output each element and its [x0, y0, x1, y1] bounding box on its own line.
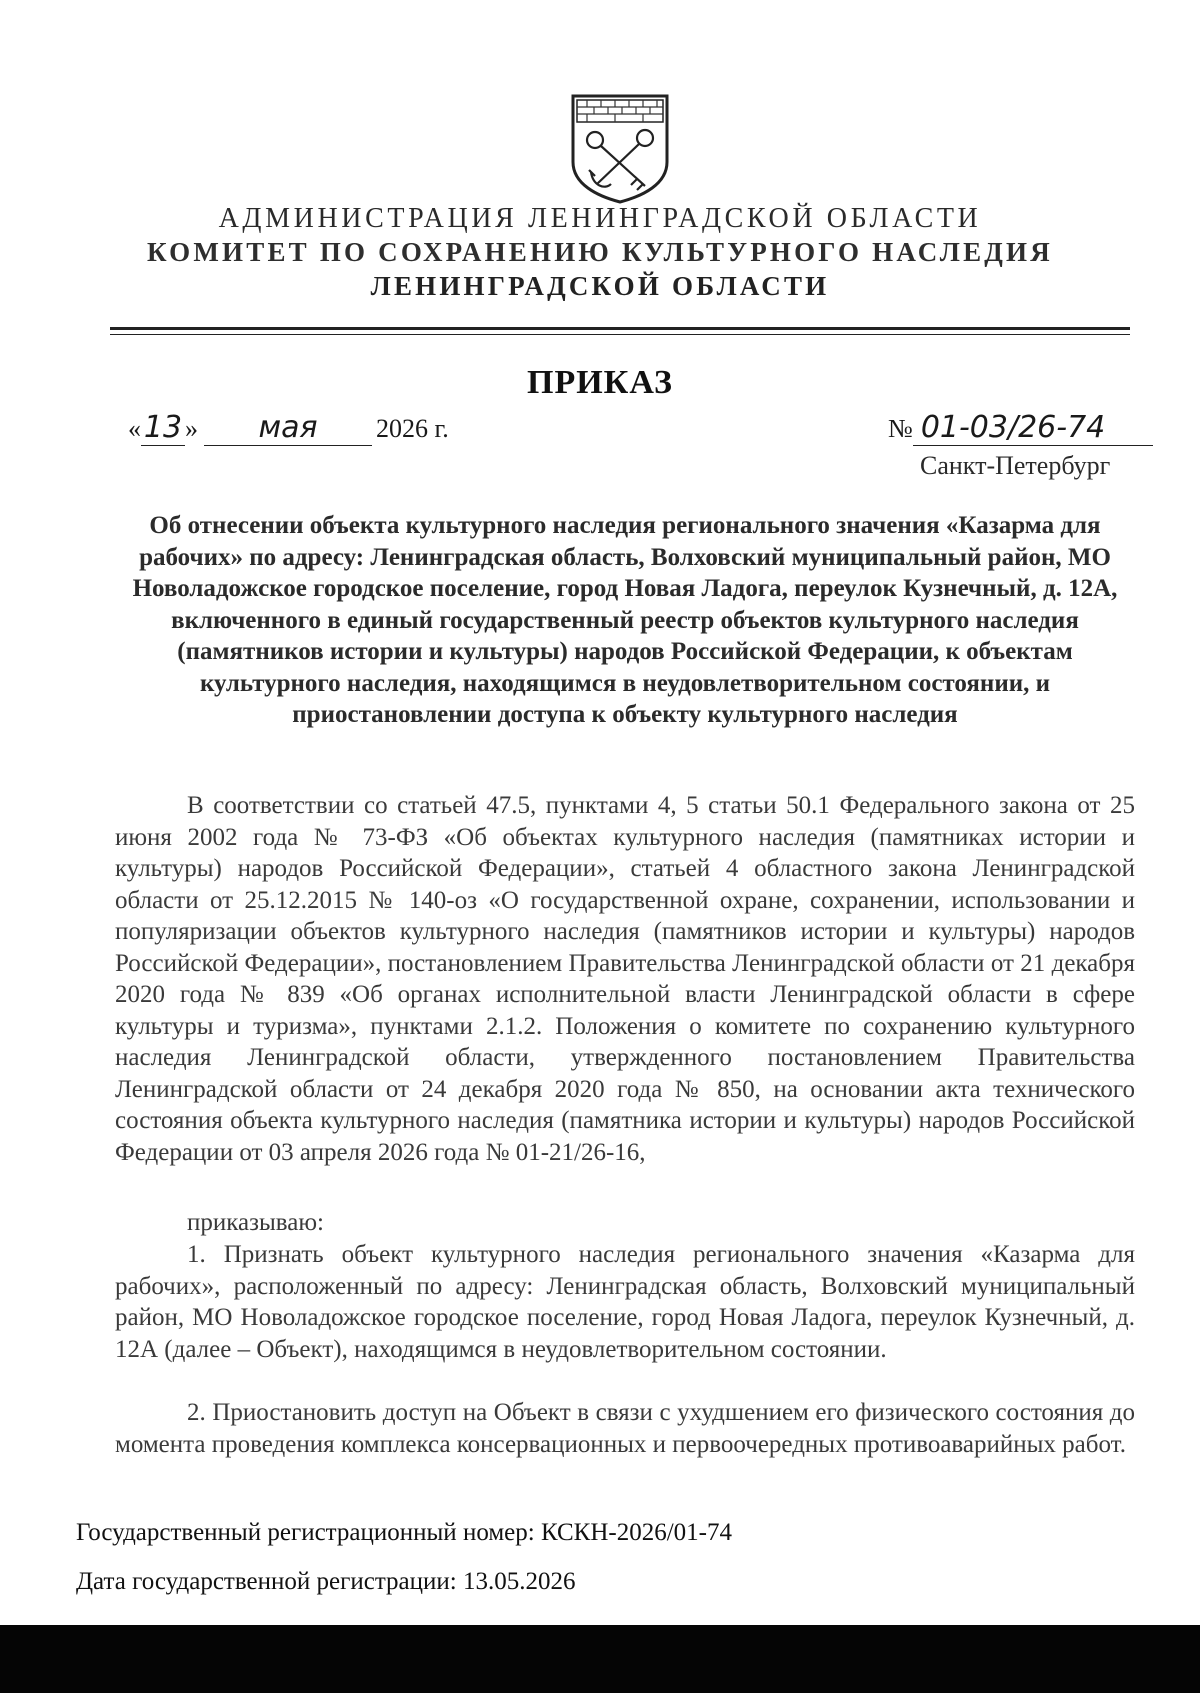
- order-number: [888, 410, 1153, 446]
- committee-name: КОМИТЕТ ПО СОХРАНЕНИЮ КУЛЬТУРНОГО НАСЛЕДИЯ: [147, 237, 1053, 267]
- header-divider: [110, 327, 1130, 330]
- order-subject: Об отнесении объекта культурного наследия регионального значения «Казарма для рабочих» по адресу: Ленинградская область, Волховский муниципальный район, МО Новоладожское городское поселение, город Новая Ладога, переулок Кузнечный, д. 12А, включенного в единый государственный реестр объектов культурного наследия (памятников истории и культуры) народов Российской Федерации, к объектам культурного наследия, находящимся в неудовлетворительном состоянии, и приостановлении доступа к объекту культурного наследия: [132, 512, 1118, 728]
- date-year: 2026 г.: [376, 414, 449, 443]
- registration-date: Дата государственной регистрации: 13.05.2026: [76, 1568, 576, 1595]
- date-quote-close: »: [185, 414, 198, 443]
- registration-number: Государственный регистрационный номер: КСКН-2026/01-74: [76, 1519, 733, 1546]
- order-number-value: 01-03/26-74: [913, 410, 1153, 446]
- document-title: ПРИКАЗ: [527, 364, 673, 401]
- preamble-paragraph: В соответствии со статьей 47.5, пунктами 4, 5 статьи 50.1 Федерального закона от 25 июня 2002 года № 73-ФЗ «Об объектах культурного наследия (памятниках истории и культуры) народов Российской Федерации», статьей 4 областного закона Ленинградской области от 25.12.2015 № 140-оз «О государственной охране, сохранении, использовании и популяризации объектов культурного наследия (памятников истории и культуры) народов Российской Федерации», постановлением Правительства Ленинградской области от 21 декабря 2020 года № 839 «Об органах исполнительной власти Ленинградской области в сфере культуры и туризма», пунктами 2.1.2. Положения о комитете по сохранению культурного наследия Ленинградской области, утвержденного постановлением Правительства Ленинградской области от 24 декабря 2020 года № 850, на основании акта технического состояния объекта культурного наследия (памятника истории и культуры) народов Российской Федерации от 03 апреля 2026 года № 01-21/26-16,: [115, 792, 1135, 1166]
- coat-of-arms-icon: [567, 92, 673, 204]
- order-word: приказываю:: [187, 1209, 324, 1236]
- date-quote-open: «: [128, 414, 141, 443]
- date-day: 13: [141, 410, 185, 446]
- region-name: ЛЕНИНГРАДСКОЙ ОБЛАСТИ: [370, 271, 830, 301]
- scan-bottom-border: [0, 1625, 1200, 1693]
- city-name: Санкт-Петербург: [920, 451, 1111, 480]
- date-month: мая: [204, 410, 372, 446]
- order-date: [128, 410, 449, 446]
- number-prefix: №: [888, 414, 913, 443]
- order-item-2: 2. Приостановить доступ на Объект в связи с ухудшением его физического состояния до момента проведения комплекса консервационных и первоочередных противоаварийных работ.: [115, 1399, 1135, 1458]
- agency-name: АДМИНИСТРАЦИЯ ЛЕНИНГРАДСКОЙ ОБЛАСТИ: [218, 203, 982, 234]
- header-divider-thin: [110, 334, 1130, 335]
- order-item-1: 1. Признать объект культурного наследия регионального значения «Казарма для рабочих», расположенный по адресу: Ленинградская область, Волховский муниципальный район, МО Новоладожское городское поселение, город Новая Ладога, переулок Кузнечный, д. 12А (далее – Объект), находящимся в неудовлетворительном состоянии.: [115, 1241, 1135, 1363]
